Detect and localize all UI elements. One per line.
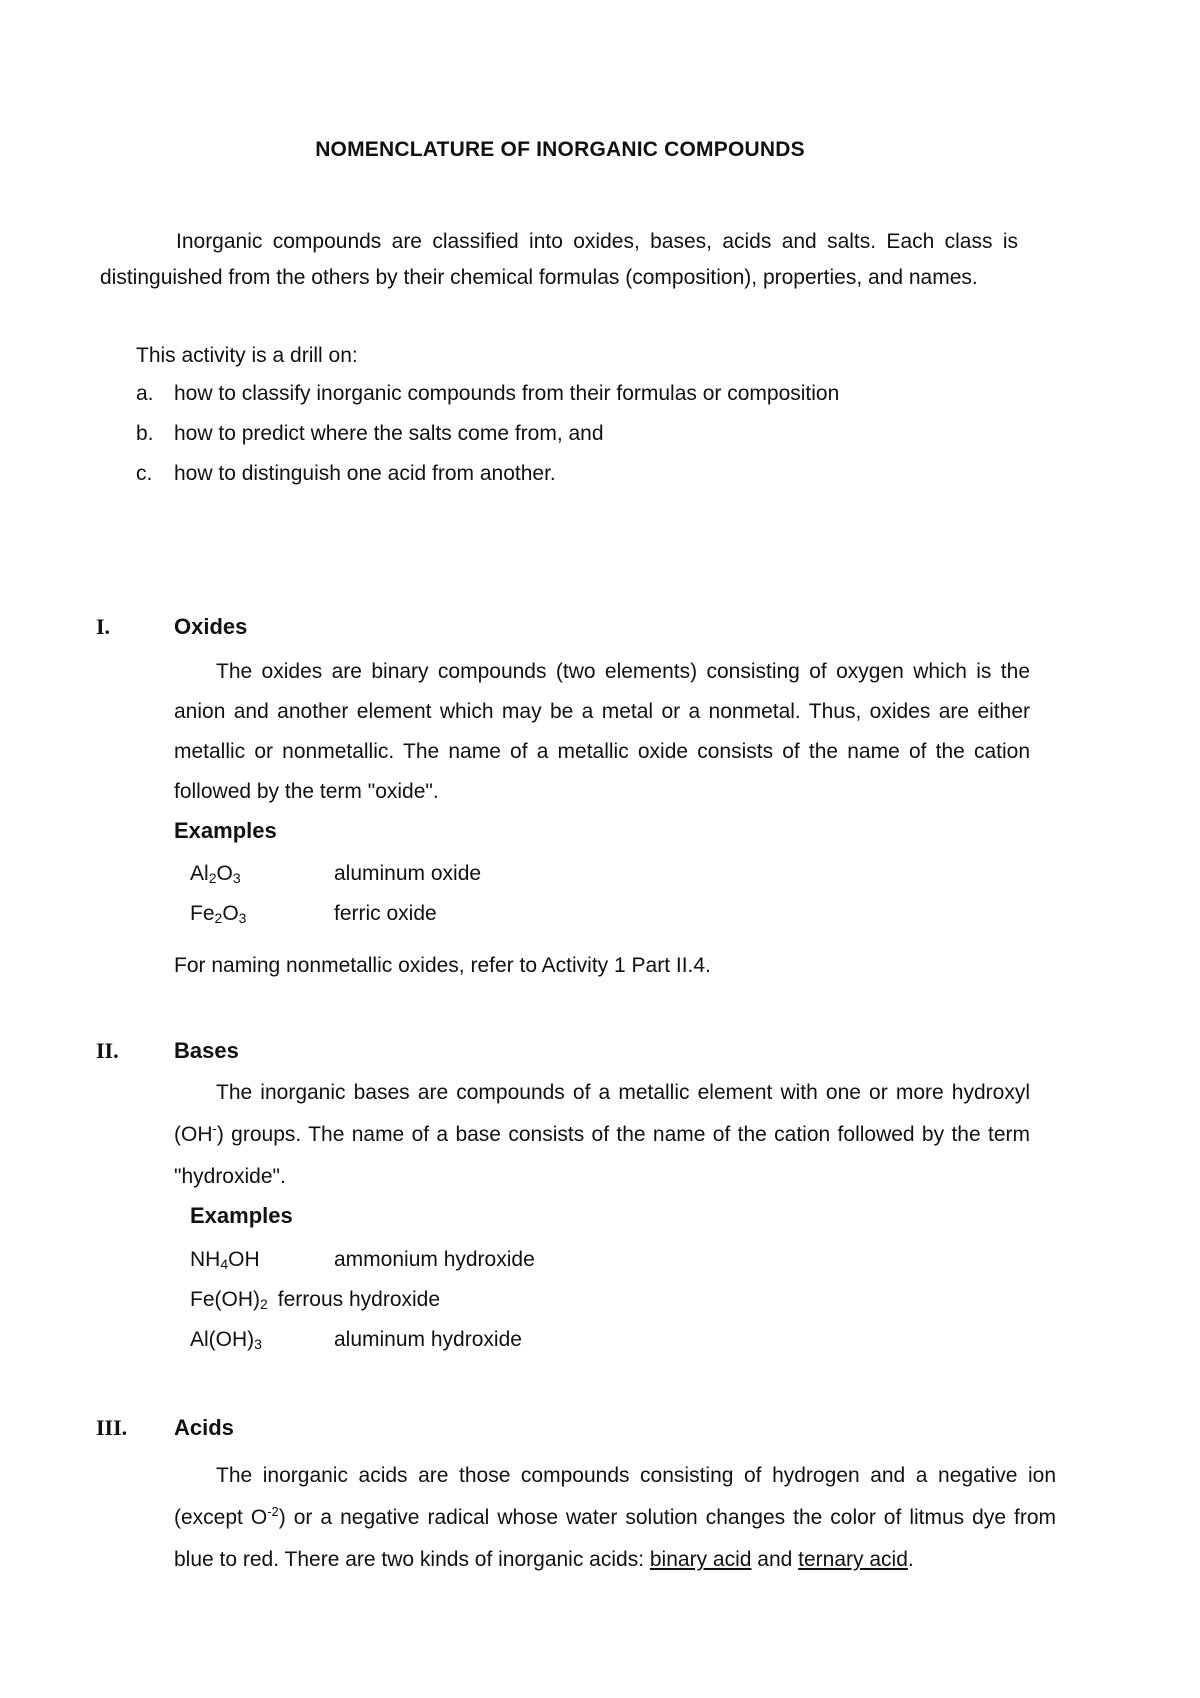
section-title-acids: Acids <box>174 1415 234 1440</box>
section-body-acids: The inorganic acids are those compounds consisting of hydrogen and a negative ion (except $O^{-2}$) or a negative radical whose water solution changes the color of litmus dye from blue to red. There are two kinds of inorganic acids: binary acid and ternary acid. <box>174 1464 1056 1571</box>
example-formula: $Fe(OH)_2$ <box>190 1288 268 1312</box>
example-row <box>190 1240 535 1280</box>
list-item <box>136 462 839 502</box>
list-item <box>136 422 839 462</box>
section-number-bases: II. <box>96 1038 119 1063</box>
example-formula: $Fe_2O_3$ <box>190 902 247 926</box>
examples-table-oxides <box>190 854 481 934</box>
list-item-letter: c. <box>136 462 153 485</box>
examples-table-bases <box>190 1240 535 1360</box>
list-item <box>136 382 839 422</box>
note-nonmetallic-oxides: For naming nonmetallic oxides, refer to Activity 1 Part II.4. <box>174 954 711 977</box>
section-body-bases: The inorganic bases are compounds of a metallic element with one or more hydroxyl (OH-) groups. The name of a base consists of the name of the cation followed by the term "hydroxide". <box>174 1081 1030 1188</box>
example-name: aluminum oxide <box>334 862 482 885</box>
example-row <box>190 854 481 894</box>
example-formula: $Al_2O_3$ <box>190 862 241 886</box>
list-item-letter: b. <box>136 422 154 445</box>
example-name: ammonium hydroxide <box>334 1248 535 1271</box>
drill-list <box>136 382 839 502</box>
examples-heading-bases: Examples <box>190 1203 293 1228</box>
list-item-text: how to predict where the salts come from, and <box>174 422 604 445</box>
drill-lead-text: This activity is a drill on: <box>136 344 358 367</box>
list-item-text: how to classify inorganic compounds from their formulas or composition <box>174 382 840 405</box>
section-number-acids: III. <box>96 1415 128 1440</box>
example-name: ferrous hydroxide <box>277 1288 441 1311</box>
page-title: NOMENCLATURE OF INORGANIC COMPOUNDS <box>315 138 805 161</box>
section-title-oxides: Oxides <box>174 614 248 639</box>
example-formula: $Al(OH)_3$ <box>190 1328 262 1352</box>
example-name: aluminum hydroxide <box>334 1328 522 1351</box>
example-name: ferric oxide <box>334 902 437 925</box>
example-row <box>190 1280 535 1320</box>
example-row <box>190 1320 535 1360</box>
term-binary-acid: binary acid <box>649 1548 752 1571</box>
example-row <box>190 894 481 934</box>
list-item-text: how to distinguish one acid from another. <box>174 462 556 485</box>
term-ternary-acid: ternary acid <box>798 1548 908 1571</box>
section-body-oxides: The oxides are binary compounds (two elements) consisting of oxygen which is the anion and another element which may be a metal or a nonmetal. Thus, oxides are either metallic or nonmetallic. The name of a metallic oxide consists of the name of the cation followed by the term "oxide". <box>174 660 1030 803</box>
example-formula: $NH_4OH$ <box>190 1248 260 1272</box>
examples-heading-oxides: Examples <box>174 818 277 843</box>
section-title-bases: Bases <box>174 1038 239 1063</box>
list-item-letter: a. <box>136 382 154 405</box>
section-number-oxides: I. <box>96 614 111 639</box>
intro-paragraph: Inorganic compounds are classified into oxides, bases, acids and salts. Each class is distinguished from the others by their chemical formulas (composition), properties, and names. <box>100 230 1018 289</box>
